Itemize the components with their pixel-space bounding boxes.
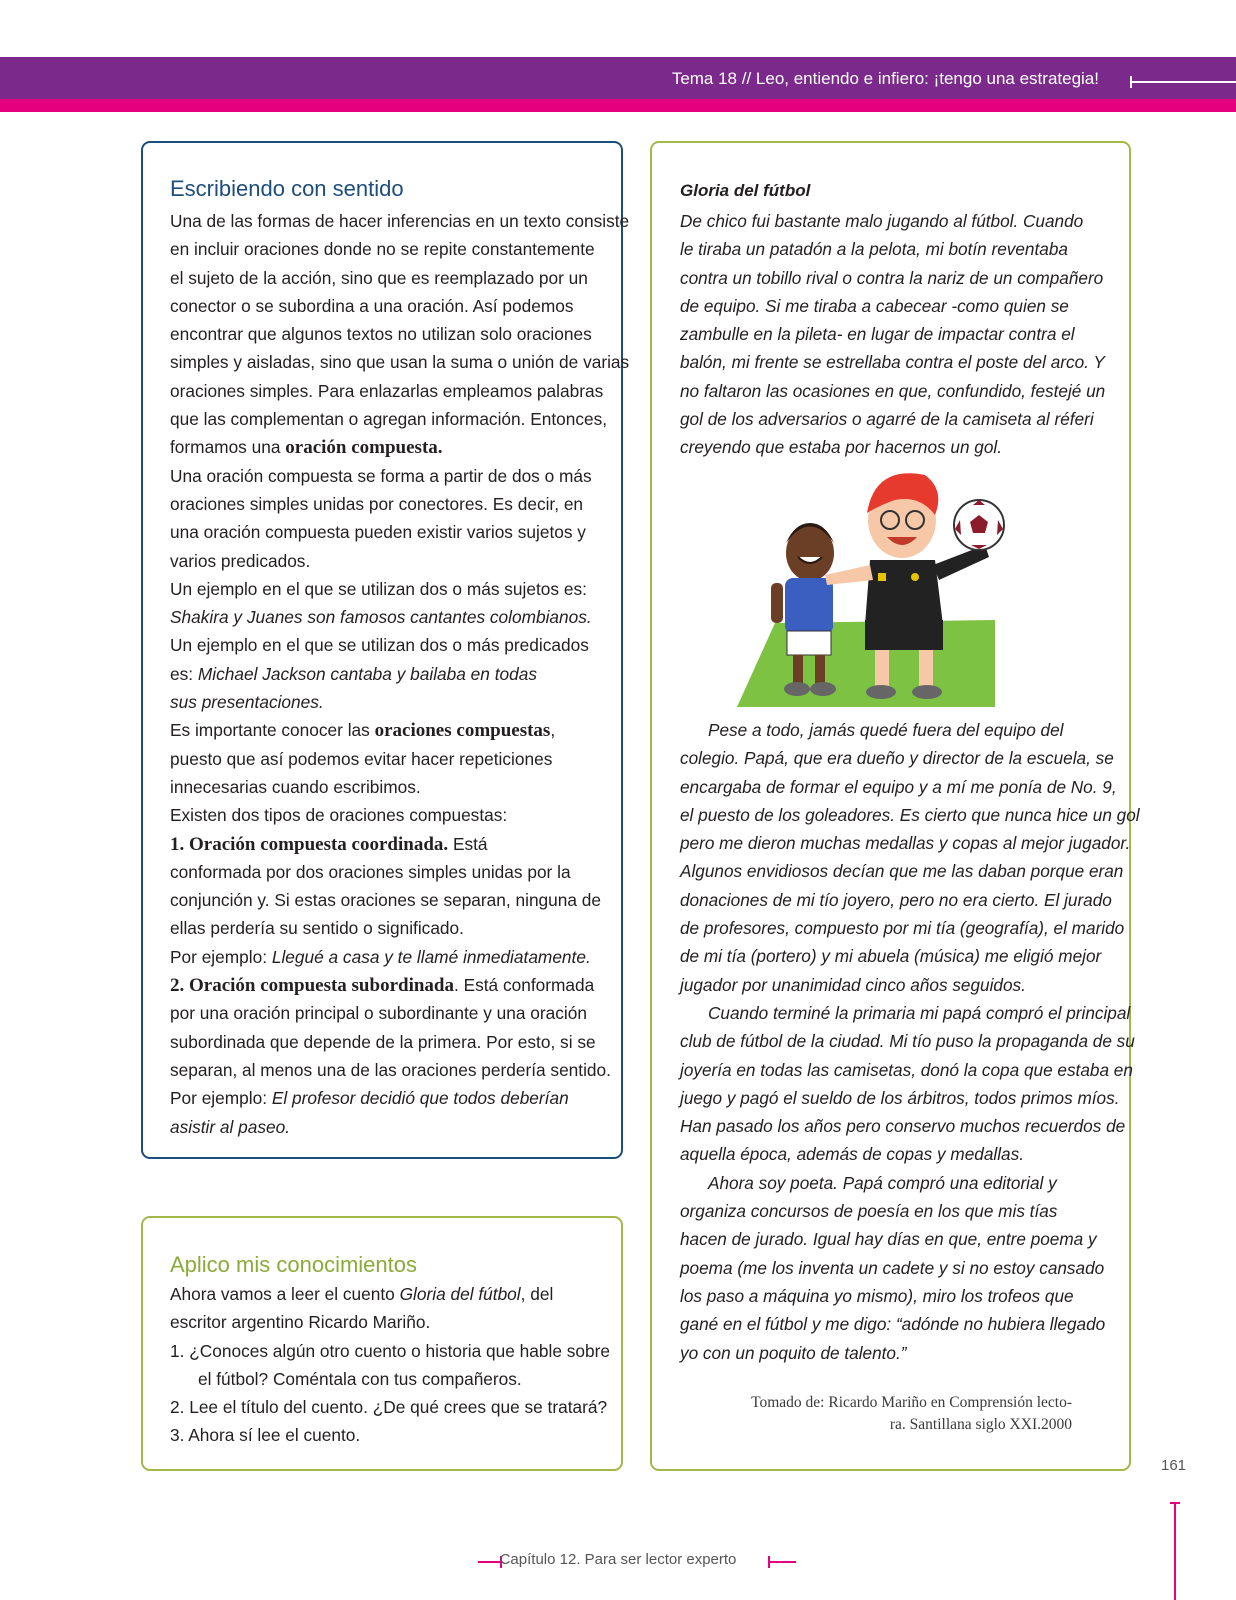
story-line: zambulle en la pileta- en lugar de impactar contra el <box>680 324 1075 345</box>
text-line: subordinada que depende de la primera. Por esto, si se <box>170 1031 596 1052</box>
story-line: colegio. Papá, que era dueño y director de la escuela, se <box>680 748 1114 769</box>
box1-text <box>170 207 629 1141</box>
text-line: en incluir oraciones donde no se repite constantemente <box>170 239 595 260</box>
text-line: 2. Oración compuesta subordinada. Está conformada <box>170 975 595 997</box>
text-line: puesto que así podemos evitar hacer repeticiones <box>170 748 553 769</box>
text-line: Un ejemplo en el que se utilizan dos o más predicados <box>170 635 589 656</box>
story-line: club de fútbol de la ciudad. Mi tío puso la propaganda de su <box>680 1031 1135 1052</box>
story-line: poema (me los inventa un cadete y si no estoy cansado <box>680 1257 1105 1278</box>
credit-line: ra. Santillana siglo XXI.2000 <box>889 1415 1072 1433</box>
text-line: que las complementan o agregan información. Entonces, <box>170 409 608 430</box>
question-1: 1. ¿Conoces algún otro cuento o historia que hable sobre <box>170 1340 610 1361</box>
text-line: escritor argentino Ricardo Mariño. <box>170 1312 431 1333</box>
text-line: una oración compuesta pueden existir varios sujetos y <box>170 522 586 543</box>
text-line: conector o se subordina a una oración. Así podemos <box>170 295 574 316</box>
story-line: hacen de jurado. Igual hay días en que, entre poema y <box>680 1229 1097 1250</box>
question-1-cont: el fútbol? Coméntala con tus compañeros. <box>198 1368 522 1389</box>
question-3: 3. Ahora sí lee el cuento. <box>170 1425 361 1446</box>
story-line: gol de los adversarios o agarré de la camiseta al réferi <box>680 409 1094 430</box>
text-line: formamos una oración compuesta. <box>170 437 443 459</box>
story-title: Gloria del fútbol <box>680 181 811 200</box>
story-line: joyería en todas las camisetas, donó la copa que estaba en <box>680 1059 1133 1080</box>
text-line: conjunción y. Si estas oraciones se separan, ninguna de <box>170 890 602 911</box>
story-line: gané en el fútbol y me digo: “adónde no hubiera llegado <box>680 1314 1106 1335</box>
story-line: encargaba de formar el equipo y a mí me ponía de No. 9, <box>680 776 1117 797</box>
text-line: simples y aisladas, sino que usan la suma o unión de varias <box>170 352 630 373</box>
text-line: por una oración principal o subordinante y una oración <box>170 1003 587 1024</box>
example-text: Shakira y Juanes son famosos cantantes colombianos. <box>170 607 592 628</box>
story-line: Ahora soy poeta. Papá compró una editorial y <box>708 1172 1057 1193</box>
story-line: no faltaron las ocasiones en que, confundido, festejé un <box>680 380 1106 401</box>
text-line: Por ejemplo: Llegué a casa y te llamé inmediatamente. <box>170 946 591 967</box>
story-paragraph-2 <box>680 716 1140 1367</box>
question-2: 2. Lee el título del cuento. ¿De qué crees que se tratará? <box>170 1397 608 1418</box>
footer-rule-right <box>770 1561 796 1563</box>
story-title-ref: Gloria del fútbol <box>399 1284 521 1304</box>
text-line: Una de las formas de hacer inferencias en un texto consiste <box>170 211 630 231</box>
story-line: creyendo que estaba por hacernos un gol. <box>680 437 1003 458</box>
section-title-escribiendo: Escribiendo con sentido <box>170 176 404 201</box>
story-line: de profesores, compuesto por mi tía (geografía), el marido <box>680 918 1125 939</box>
source-credit <box>751 1392 1072 1435</box>
story-line: De chico fui bastante malo jugando al fútbol. Cuando <box>680 211 1084 231</box>
text-line: Una oración compuesta se forma a partir de dos o más <box>170 465 592 486</box>
footer-title: Para ser lector experto <box>584 1551 737 1568</box>
text-line: Por ejemplo: El profesor decidió que todos deberían <box>170 1088 569 1109</box>
story-line: juego y pagó el sueldo de los árbitros, todos primos míos. <box>680 1087 1120 1108</box>
text-line: innecesarias cuando escribimos. <box>170 776 421 797</box>
story-line: Algunos envidiosos decían que me las daban porque eran <box>680 861 1124 882</box>
text-line: Ahora vamos a leer el cuento Gloria del fútbol, del <box>170 1284 554 1304</box>
text-line: encontrar que algunos textos no utilizan solo oraciones <box>170 324 592 345</box>
story-line: los paso a máquina yo mismo), miro los trofeos que <box>680 1285 1074 1306</box>
text-line: conformada por dos oraciones simples unidas por la <box>170 861 571 882</box>
box2-text <box>170 1280 610 1450</box>
example-text: El profesor decidió que todos deberían <box>271 1088 569 1109</box>
soccer-kids-illustration <box>735 465 1025 710</box>
bold-term: oración compuesta. <box>285 437 443 459</box>
story-line: yo con un poquito de talento.” <box>680 1342 907 1363</box>
story-line: aquella época, además de copas y medallas. <box>680 1144 1024 1165</box>
story-line: el puesto de los goleadores. Es cierto que nunca hice un gol <box>680 804 1140 825</box>
story-line: Han pasado los años pero conservo muchos recuerdos de <box>680 1116 1126 1137</box>
story-line: de equipo. Si me tiraba a cabecear -como quien se <box>680 295 1069 316</box>
text-line: ellas perdería su sentido o significado. <box>170 918 464 939</box>
text-line: 1. Oración compuesta coordinada. Está <box>170 833 488 855</box>
story-paragraph-1 <box>680 207 1105 462</box>
page-number: 161 <box>1161 1457 1187 1474</box>
text-line: varios predicados. <box>170 550 311 571</box>
credit-line: Tomado de: Ricardo Mariño en Comprensión lecto- <box>751 1394 1072 1411</box>
footer-chapter: Capítulo 12. <box>499 1551 581 1568</box>
section-title-aplico: Aplico mis conocimientos <box>170 1252 417 1277</box>
text-line: el sujeto de la acción, sino que es reemplazado por un <box>170 267 588 288</box>
story-line: le tiraba un patadón a la pelota, mi botín reventaba <box>680 239 1068 260</box>
story-line: jugador por unanimidad cinco años seguidos. <box>680 974 1026 995</box>
example-text: Llegué a casa y te llamé inmediatamente. <box>271 946 591 967</box>
story-line: contra un tobillo rival o contra la nariz de un compañero <box>680 267 1104 288</box>
text-line: es: Michael Jackson cantaba y bailaba en todas <box>170 663 537 684</box>
text-line: Un ejemplo en el que se utilizan dos o más sujetos es: <box>170 578 587 599</box>
header-stripe <box>0 99 1236 112</box>
text-line: oraciones simples unidas por conectores. Es decir, en <box>170 493 584 514</box>
story-line: pero me dieron muchas medallas y copas al mejor jugador. <box>680 833 1131 854</box>
bold-term: 1. Oración compuesta coordinada. <box>170 833 449 855</box>
story-line: balón, mi frente se estrellaba contra el poste del arco. Y <box>680 352 1105 373</box>
footer <box>0 1551 1236 1568</box>
story-line: organiza concursos de poesía en los que mis tías <box>680 1201 1058 1222</box>
bold-term: oraciones compuestas <box>374 720 551 742</box>
text-line: Es importante conocer las oraciones compuestas, <box>170 720 556 742</box>
story-line: de mi tía (portero) y mi abuela (música) me eligió mejor <box>680 946 1102 967</box>
story-line: donaciones de mi tío joyero, pero no era cierto. El jurado <box>680 889 1112 910</box>
bold-term: 2. Oración compuesta subordinada <box>170 975 454 997</box>
text-line: oraciones simples. Para enlazarlas empleamos palabras <box>170 380 604 401</box>
story-line: Pese a todo, jamás quedé fuera del equipo del <box>708 720 1064 740</box>
text-line: separan, al menos una de las oraciones perdería sentido. <box>170 1059 611 1080</box>
soccer-ball-icon <box>954 500 1004 550</box>
page-header-title: Tema 18 // Leo, entiendo e infiero: ¡tengo una estrategia! <box>671 69 1099 88</box>
example-text: Michael Jackson cantaba y bailaba en todas <box>197 663 537 684</box>
example-text: sus presentaciones. <box>170 692 324 713</box>
header-rule <box>1132 81 1236 83</box>
text-line: Existen dos tipos de oraciones compuestas: <box>170 805 508 826</box>
example-text: asistir al paseo. <box>170 1116 291 1137</box>
story-line: Cuando terminé la primaria mi papá compró el principal <box>708 1002 1131 1023</box>
